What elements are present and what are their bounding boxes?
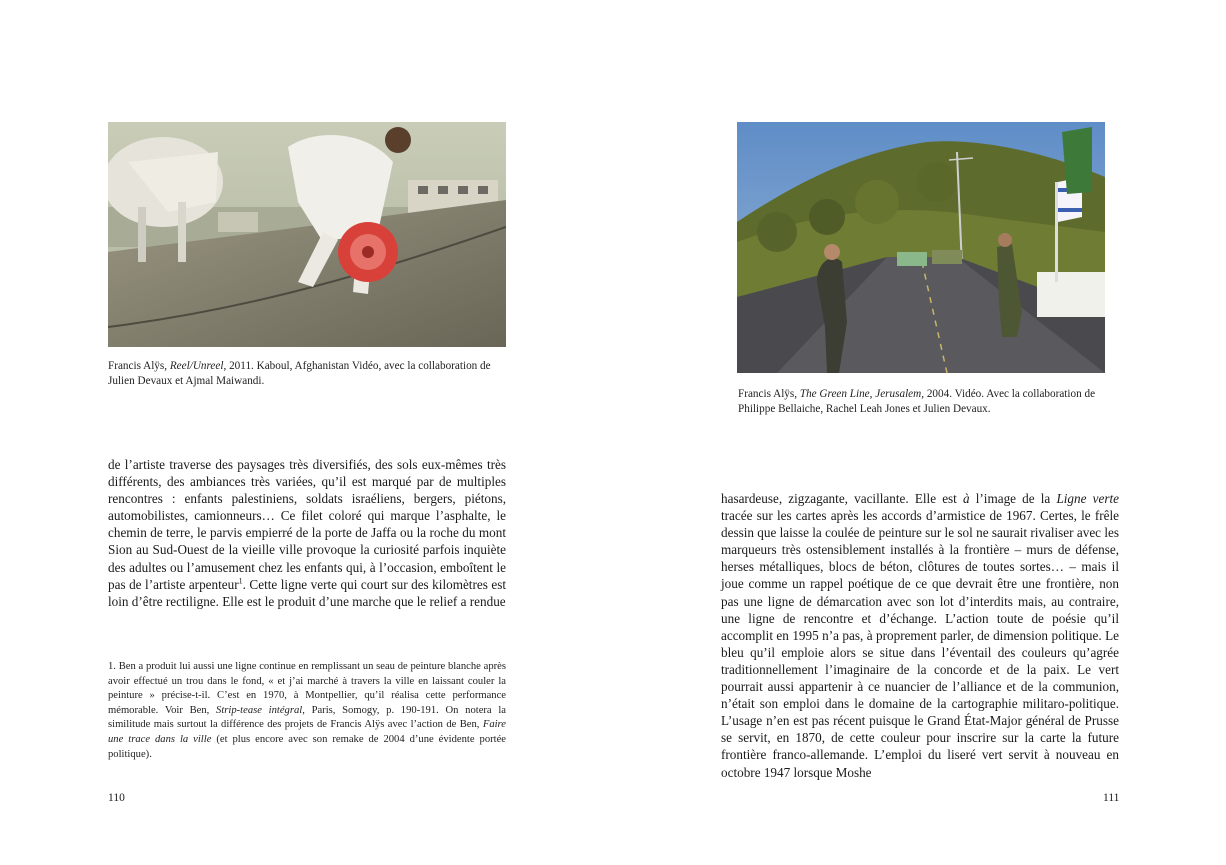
body-paragraph-end: tracée sur les cartes après les accords d’armistice de 1967. Certes, le frêle dessin que laisse la coulée de peinture sur le sol ne saurait rivaliser avec les marqueurs très ostensiblement installés à la frontière – murs de défense, herses métalliques, blocs de béton, clôtures de toutes sortes… – mais il joue comme un rappel poétique de ce que devrait être une frontière, non pas une ligne de démarcation avec son lot d’interdits mais, au contraire, une ligne de rencontre et d’échange. L’action toute de poésie qu’il accomplit en 1995 n’a pas, à proprement parler, de dimension politique. Le bleu qu’il emploie alors se situe dans l’éventail des couleurs qu’agrée traditionnellement l’imaginaire de la concorde et de la paix. Le vert pourrait aussi appartenir à ce nuancier de l’alliance et de la communion, n’était son emploi dans le domaine de la cartographie militaro-politique. L’usage n’en est pas récent puisque le Grand État-Major général de Prusse se servit, en 1870, de cette couleur pour inscrire sur la carte la future frontière franco-allemande. L’emploi du liseré vert servit à nouveau en octobre 1947 lorsque Moshe: [721, 508, 1119, 780]
footnote-text-end: (et plus encore avec son remake de 2004 d’une évidente portée politique).: [108, 733, 506, 760]
green-line-photo: [737, 122, 1105, 373]
body-paragraph-continued: l’image de la: [969, 491, 1057, 506]
footnote-reference[interactable]: 1: [238, 576, 243, 586]
caption-title: Reel/Unreel: [169, 360, 224, 372]
photo-caption: [738, 387, 1110, 417]
footnote-book-title: Strip-tease intégral: [216, 704, 303, 716]
body-paragraph: hasardeuse, zigzagante, vacillante. Elle est: [721, 491, 963, 506]
body-text: [721, 490, 1119, 781]
caption-details: 2004. Vidéo. Avec la collaboration de Philippe Bellaiche, Rachel Leah Jones et Julien Devaux.: [738, 388, 1096, 415]
body-text: [108, 456, 506, 610]
body-paragraph: de l’artiste traverse des paysages très diversifiés, des sols eux-mêmes très différents, des ambiances très variées, qu’il est marqué par de multiples rencontres : enfants palestiniens, soldats israéliens, bergers, piétons, automobilistes, camionneurs… Ce filet coloré qui marque l’asphalte, le chemin de terre, le parvis empierré de la porte de Jaffa ou la roche du mont Sion au Sud-Ouest de la vieille ville provoque la curiosité parfois inquiète des adultes ou l’amusement chez les enfants qui, à l’occasion, emboîtent le pas de l’artiste arpenteur: [108, 457, 506, 592]
body-paragraph-continued: . Cette ligne verte qui court sur des kilomètres est loin d’être rectiligne. Elle est le produit d’une marche que le relief a rendue: [108, 576, 507, 609]
right-page: [613, 0, 1226, 865]
page-number: 111: [1103, 792, 1120, 804]
caption-details: , 2011. Kaboul, Afghanistan Vidéo, avec la collaboration de Julien Devaux et Ajmal Maiwandi.: [108, 360, 491, 387]
photo-caption: [108, 359, 508, 389]
footnote-text-continued: , Paris, Somogy, p. 190-191. On notera la similitude mais surtout la différence des projets de Francis Alÿs avec l’action de Ben,: [108, 704, 506, 731]
reel-unreel-photo: [108, 122, 506, 347]
footnote-text: 1. Ben a produit lui aussi une ligne continue en remplissant un seau de peinture blanche après avoir effectué un trou dans le fond, « et j’ai marché à travers la ville en laissant couler la peinture » précise-t-il. C’est en 1970, à Montpellier, qu’il réalisa cette performance mémorable. Voir Ben,: [108, 661, 506, 716]
page-number: 110: [108, 792, 125, 804]
footnote: [108, 660, 506, 762]
footnote-work-title: Faire une trace dans la ville: [108, 719, 506, 745]
emphasis-a: à: [963, 491, 970, 506]
caption-title: The Green Line, Jerusalem,: [799, 388, 925, 400]
ligne-verte-term: Ligne verte: [1056, 491, 1119, 506]
caption-artist: Francis Alÿs,: [108, 360, 170, 372]
caption-artist: Francis Alÿs,: [738, 388, 800, 400]
